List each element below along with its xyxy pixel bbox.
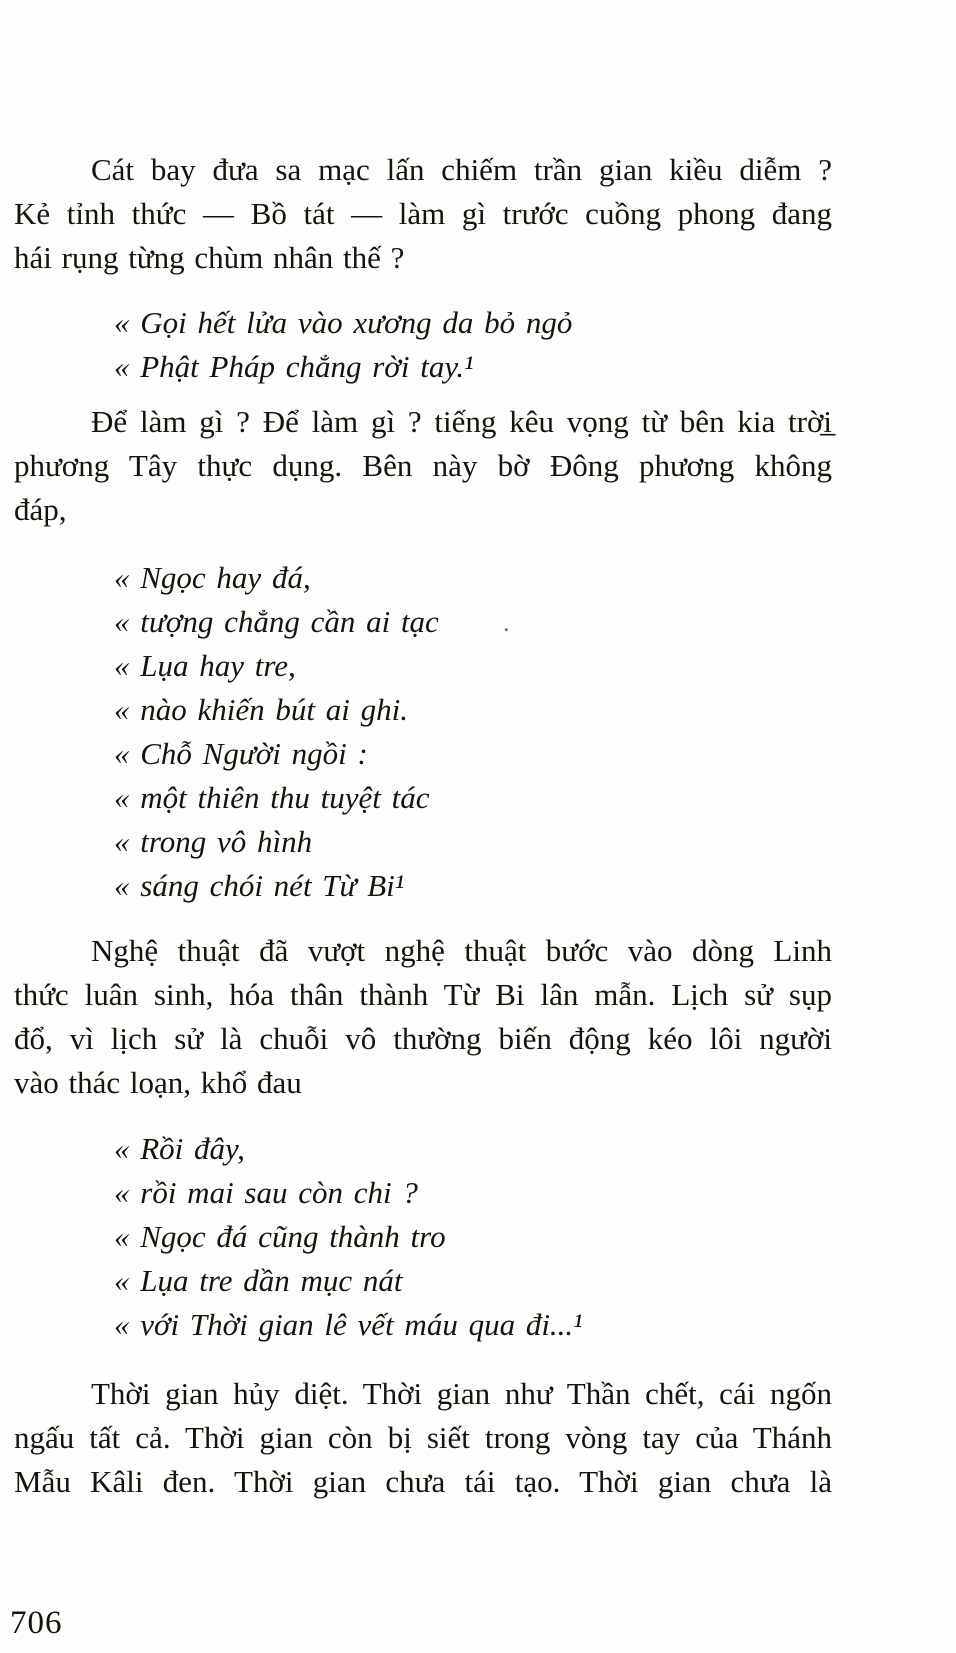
- prose-paragraph-3: [14, 929, 832, 1105]
- verse-line: « trong vô hình: [114, 824, 313, 859]
- prose-line: đổ, vì lịch sử là chuỗi vô thường biến động kéo lôi người: [14, 1021, 832, 1056]
- prose-line: thức luân sinh, hóa thân thành Từ Bi lân mẫn. Lịch sử sụp: [14, 977, 832, 1012]
- prose-line: vào thác loạn, khổ đau: [14, 1065, 302, 1100]
- verse-line: « Chỗ Người ngồi :: [114, 736, 368, 771]
- prose-line: Nghệ thuật đã vượt nghệ thuật bước vào dòng Linh: [91, 933, 832, 968]
- prose-line: Cát bay đưa sa mạc lấn chiếm trần gian kiều diễm ?: [91, 152, 832, 187]
- prose-line: ngấu tất cả. Thời gian còn bị siết trong vòng tay của Thánh: [14, 1420, 832, 1455]
- verse-stanza-2: [14, 556, 832, 908]
- verse-line: « với Thời gian lê vết máu qua đi...¹: [114, 1307, 583, 1342]
- verse-line: « Gọi hết lửa vào xương da bỏ ngỏ: [114, 305, 573, 340]
- prose-line: Kẻ tỉnh thức — Bồ tát — làm gì trước cuồng phong đang: [14, 196, 832, 231]
- verse-line: « Lụa tre dần mục nát: [114, 1263, 403, 1298]
- stray-ink-dot: .: [503, 608, 510, 637]
- prose-line: phương Tây thực dụng. Bên này bờ Đông phương không: [14, 448, 832, 483]
- prose-paragraph-4: [14, 1372, 832, 1504]
- prose-paragraph-2: [14, 400, 832, 532]
- verse-line: « rồi mai sau còn chi ?: [114, 1175, 418, 1210]
- prose-line: đáp,: [14, 492, 67, 527]
- page-number: 706: [10, 1605, 63, 1641]
- verse-line: « một thiên thu tuyệt tác: [114, 780, 430, 815]
- verse-line: « Ngọc hay đá,: [114, 560, 311, 595]
- verse-stanza-3: [14, 1127, 832, 1347]
- prose-line: Mẫu Kâli đen. Thời gian chưa tái tạo. Thời gian chưa là: [14, 1464, 832, 1499]
- prose-line: Thời gian hủy diệt. Thời gian như Thần chết, cái ngốn: [91, 1376, 832, 1411]
- prose-line: hái rụng từng chùm nhân thế ?: [14, 240, 405, 275]
- verse-line: « Rồi đây,: [114, 1131, 245, 1166]
- verse-line: « tượng chẳng cần ai tạc: [114, 604, 439, 639]
- prose-line: Để làm gì ? Để làm gì ? tiếng kêu vọng từ bên kia trời̲: [91, 404, 832, 439]
- prose-paragraph-1: [14, 148, 832, 280]
- verse-stanza-1: [14, 301, 832, 389]
- verse-line: « sáng chói nét Từ Bi¹: [114, 868, 405, 903]
- verse-line: « Phật Pháp chẳng rời tay.¹: [114, 349, 474, 384]
- text-column: [14, 148, 832, 1504]
- verse-line: « nào khiến bút ai ghi.: [114, 692, 408, 727]
- verse-line: « Lụa hay tre,: [114, 648, 296, 683]
- verse-line: « Ngọc đá cũng thành tro: [114, 1219, 446, 1254]
